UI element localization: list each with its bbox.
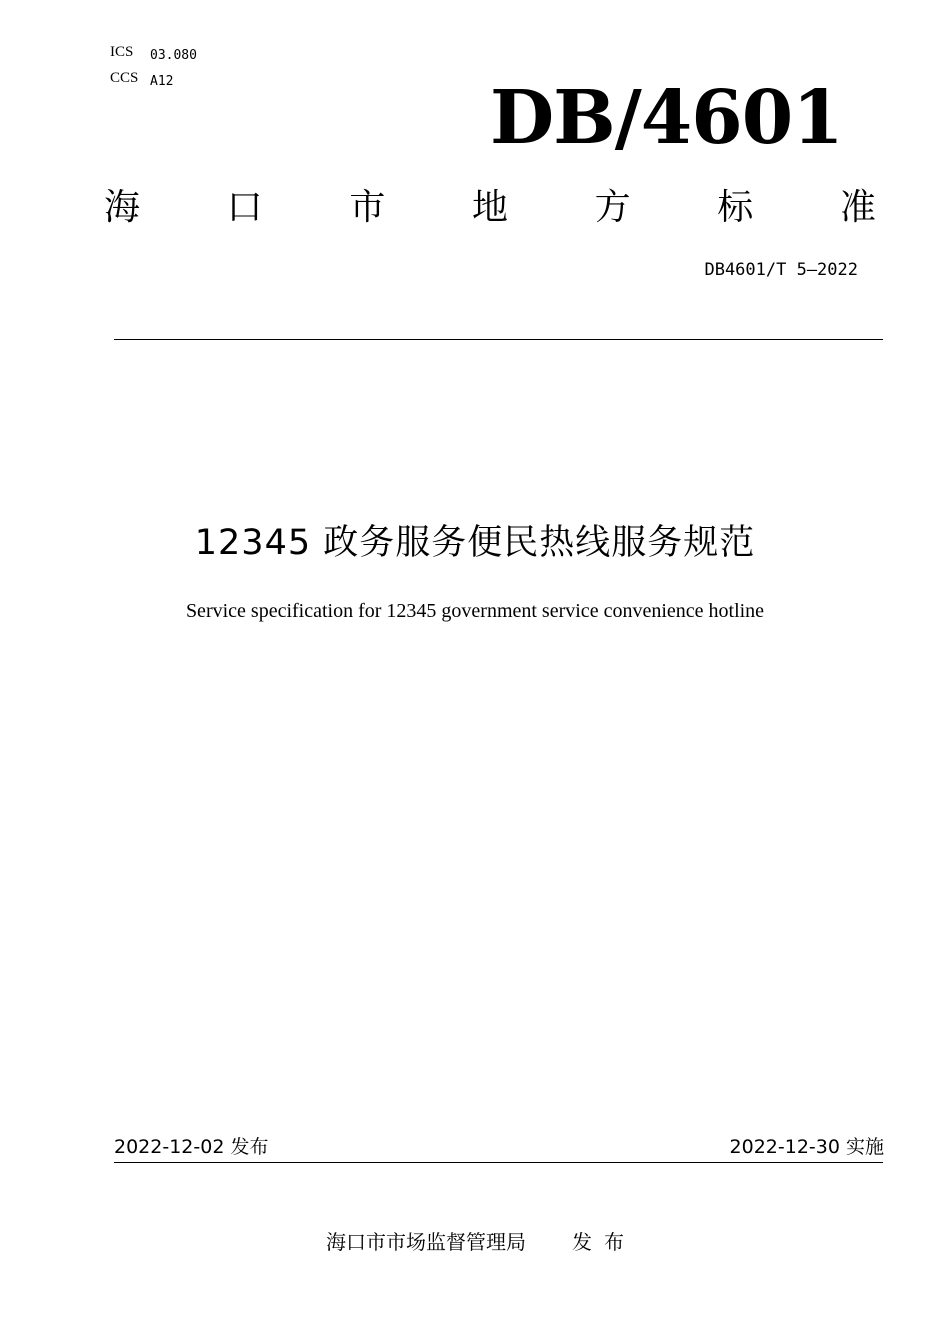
- standard-type: [104, 184, 876, 232]
- issue-date: 2022-12-02 发布: [114, 1136, 269, 1158]
- issue-action: [572, 1230, 624, 1254]
- document-title-chinese: 12345 政务服务便民热线服务规范: [194, 523, 756, 563]
- standard-type-char: 海: [104, 187, 141, 228]
- implementation-date: 2022-12-30 实施: [729, 1136, 884, 1158]
- ics-label: ICS: [110, 44, 134, 60]
- document-title-english: Service specification for 12345 government service convenience hotline: [185, 600, 765, 622]
- ccs-value: A12: [150, 74, 174, 89]
- ics-value: 03.080: [150, 48, 197, 63]
- standard-type-char: 口: [226, 187, 263, 228]
- standard-type-char: 标: [717, 187, 754, 228]
- issuer-name: 海口市市场监督管理局: [326, 1230, 526, 1254]
- ccs-label: CCS: [110, 70, 139, 86]
- top-divider: [114, 339, 883, 340]
- standard-type-char: 准: [839, 187, 876, 228]
- issue-action-char: 布: [604, 1230, 624, 1254]
- issuer-line: [0, 1228, 950, 1256]
- issue-action-char: 发: [572, 1230, 592, 1254]
- standard-type-char: 地: [471, 187, 508, 228]
- standard-type-char: 方: [594, 187, 631, 228]
- standard-number: DB4601/T 5—2022: [704, 260, 858, 280]
- standard-type-char: 市: [349, 187, 386, 228]
- bottom-divider: [114, 1162, 883, 1163]
- standard-logo: DB/4601: [490, 75, 843, 161]
